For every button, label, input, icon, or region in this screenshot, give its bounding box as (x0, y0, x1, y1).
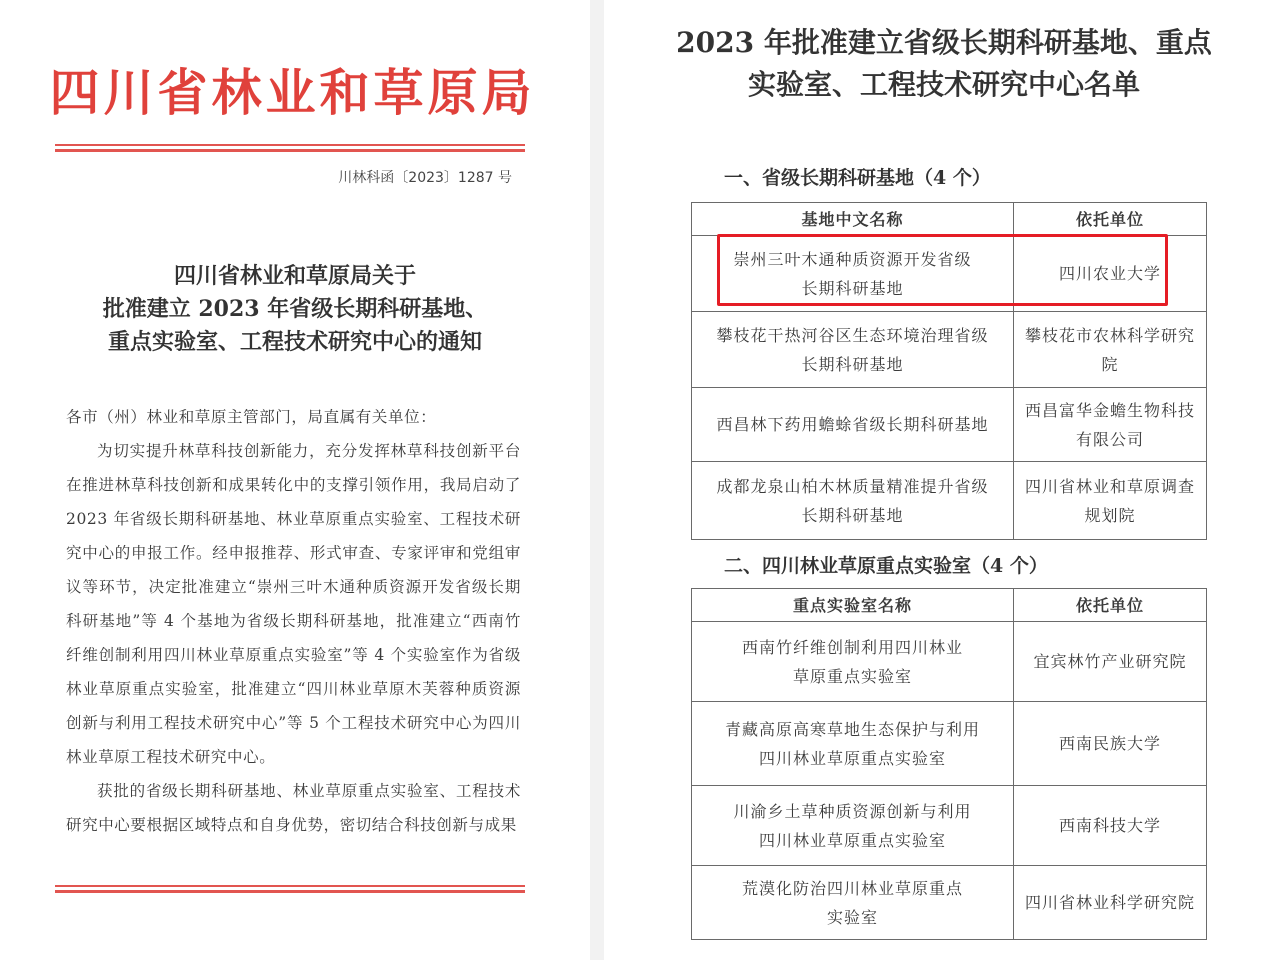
table-row (692, 786, 1207, 866)
cell-line: 四川省林业和草原调查 (1024, 476, 1195, 496)
lab-name-cell (692, 866, 1014, 940)
cell-line: 长期科研基地 (801, 354, 904, 374)
salutation: 各市（州）林业和草原主管部门，局直属有关单位： (66, 408, 437, 426)
cell-line: 西南民族大学 (1058, 734, 1161, 753)
cell-line: 四川省林业科学研究院 (1024, 893, 1195, 912)
cell-line: 川渝乡土草种质资源创新与利用 (733, 801, 972, 821)
table-header-row (692, 589, 1207, 622)
cell-line: 宜宾林竹产业研究院 (1033, 652, 1187, 671)
table-row (692, 866, 1207, 940)
cell-line: 四川林业草原重点实验室 (758, 830, 946, 850)
lab-name-cell (692, 622, 1014, 702)
cell-line: 西南竹纤维创制利用四川林业 (741, 637, 963, 657)
cell-line: 四川农业大学 (1058, 264, 1161, 283)
cell-line: 攀枝花市农林科学研究院 (1024, 325, 1195, 374)
column-header-unit: 依托单位 (1014, 203, 1207, 236)
cell-line: 成都龙泉山柏木林质量精准提升省级 (716, 476, 989, 496)
right-document-page (604, 0, 1284, 960)
column-header-name: 基地中文名称 (692, 203, 1014, 236)
list-title (604, 22, 1284, 106)
cell-line: 西昌林下药用蟾蜍省级长期科研基地 (716, 415, 989, 434)
cell-line: 青藏高原高寒草地生态保护与利用 (724, 719, 980, 739)
left-document-page (0, 0, 590, 960)
cell-line: 四川林业草原重点实验室 (758, 748, 946, 768)
table-row (692, 702, 1207, 786)
notice-title-line: 四川省林业和草原局关于 (173, 263, 416, 289)
host-unit-cell (1014, 312, 1207, 388)
cell-line: 实验室 (826, 907, 878, 927)
lab-name-cell (692, 702, 1014, 786)
highlight-box (717, 234, 1168, 306)
table-header-row (692, 203, 1207, 236)
table-row (692, 462, 1207, 540)
notice-title (40, 260, 550, 359)
base-name-cell (692, 462, 1014, 540)
table-row (692, 622, 1207, 702)
lab-name-cell (692, 786, 1014, 866)
column-header-unit: 依托单位 (1014, 589, 1207, 622)
cell-line: 长期科研基地 (801, 278, 904, 298)
cell-line: 长期科研基地 (801, 505, 904, 525)
agency-title: 四川省林业和草原局 (49, 63, 536, 122)
host-unit-cell (1014, 702, 1207, 786)
cell-line: 西昌富华金蟾生物科技 (1024, 400, 1195, 420)
cell-line: 规划院 (1084, 505, 1136, 525)
host-unit-cell (1014, 622, 1207, 702)
notice-title-line: 批准建立 2023 年省级长期科研基地、 (102, 296, 488, 322)
cell-line: 西南科技大学 (1058, 816, 1161, 835)
list-title-line: 实验室、工程技术研究中心名单 (747, 68, 1140, 101)
base-name-cell (692, 312, 1014, 388)
document-number: 川林科函〔2023〕1287 号 (338, 170, 512, 186)
cell-line: 草原重点实验室 (792, 666, 912, 686)
base-name-cell (692, 388, 1014, 462)
section-heading-research-bases: 一、省级长期科研基地（4 个） (724, 167, 991, 189)
paragraph: 获批的省级长期科研基地、林业草原重点实验室、工程技术研究中心要根据区域特点和自身优势，密切结合科技创新与成果 (66, 782, 521, 834)
notice-body (66, 400, 521, 842)
section-heading-key-labs: 二、四川林业草原重点实验室（4 个） (724, 555, 1048, 577)
cell-line: 攀枝花干热河谷区生态环境治理省级 (716, 325, 989, 345)
column-header-name: 重点实验室名称 (692, 589, 1014, 622)
bottom-red-rule (55, 885, 525, 893)
host-unit-cell (1014, 388, 1207, 462)
notice-title-line: 重点实验室、工程技术研究中心的通知 (107, 329, 482, 355)
list-title-line: 2023 年批准建立省级长期科研基地、重点 (676, 26, 1212, 59)
table-row (692, 312, 1207, 388)
cell-line: 崇州三叶木通种质资源开发省级 (733, 249, 972, 269)
host-unit-cell (1014, 462, 1207, 540)
host-unit-cell (1014, 866, 1207, 940)
cell-line: 有限公司 (1075, 429, 1144, 449)
key-labs-table (691, 588, 1207, 940)
top-red-rule (55, 144, 525, 152)
host-unit-cell (1014, 786, 1207, 866)
table-row (692, 388, 1207, 462)
cell-line: 荒漠化防治四川林业草原重点 (741, 878, 963, 898)
paragraph: 为切实提升林草科技创新能力，充分发挥林草科技创新平台在推进林草科技创新和成果转化中的支撑引领作用，我局启动了 2023 年省级长期科研基地、林业草原重点实验室、工程技术研究中心的申报工作。经申报推荐、形式审查、专家评审和党组审议等环节，决定批准建立“崇州三叶木通种质资源开发省级长期科研基地”等 4 个基地为省级长期科研基地，批准建立“西南竹纤维创制利用四川林业草原重点实验室”等 4 个实验室作为省级林业草原重点实验室，批准建立“四川林业草原木芙蓉种质资源创新与利用工程技术研究中心”等 5 个工程技术研究中心为四川林业草原工程技术研究中心。 (66, 442, 521, 766)
